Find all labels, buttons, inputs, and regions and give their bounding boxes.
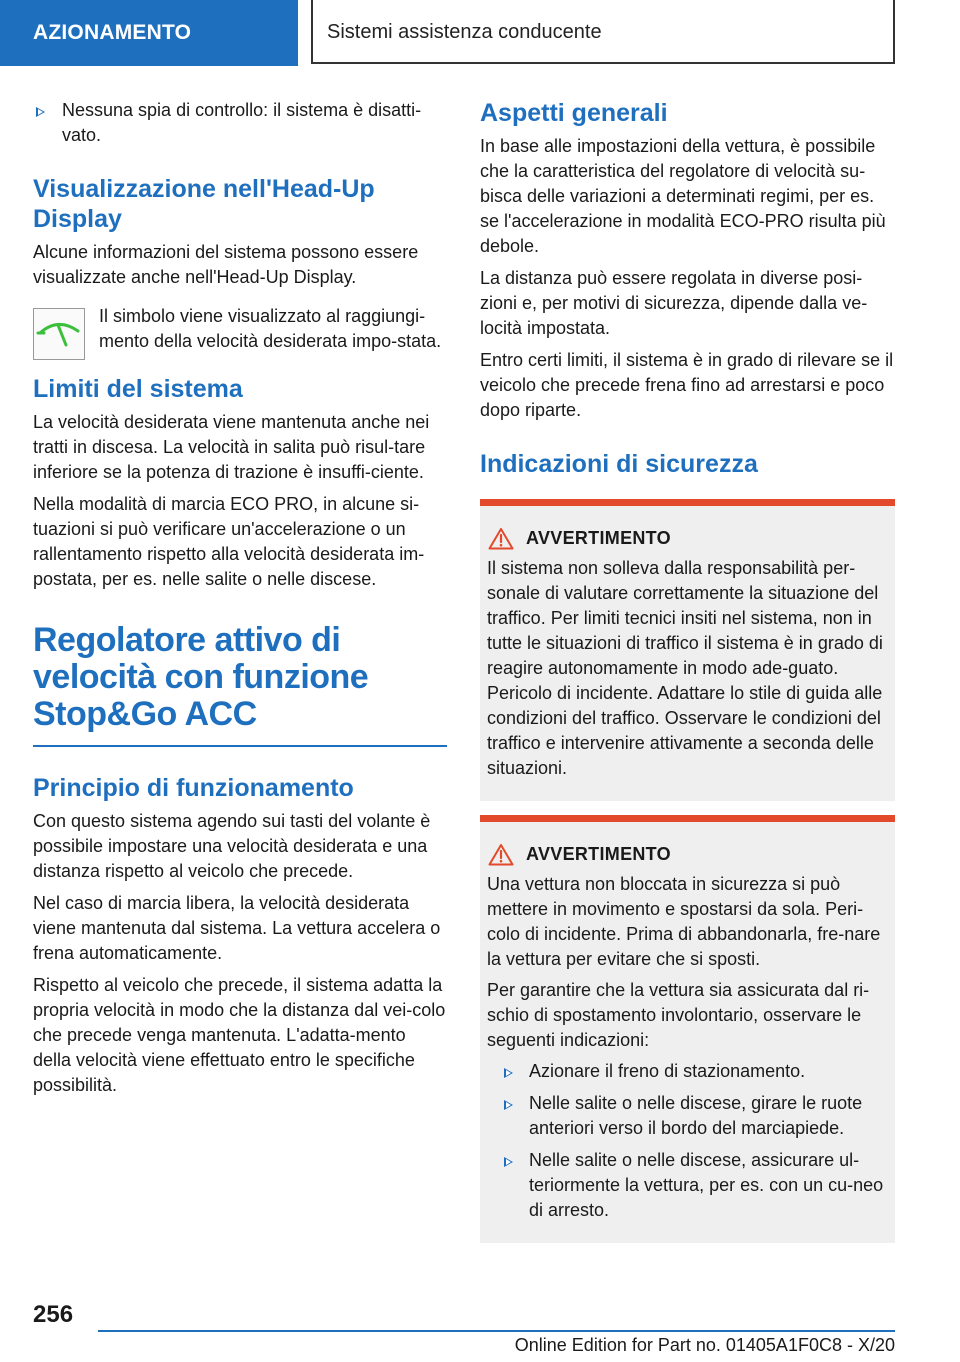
limits-paragraph-1: La velocità desiderata viene mantenuta anche nei tratti in discesa. La velocità in salita può risul-tare inferiore se la potenza di trazione è insuffi-ciente. [33, 412, 430, 482]
warning-triangle-icon [488, 843, 514, 866]
heading-principle: Principio di funzionamento [33, 774, 354, 802]
list-item [487, 1091, 887, 1141]
heading-limits: Limiti del sistema [33, 375, 243, 403]
section-title: AZIONAMENTO [0, 0, 298, 66]
warning-paragraph-1: Una vettura non bloccata in sicurezza si può mettere in movimento e spostarsi da sola. Peri-colo di incidente. Prima di abbandonarla, fre-nare la vettura per evitare che si sposti. [487, 874, 881, 969]
heading-hud: Visualizzazione nell'Head-Up Display [33, 175, 375, 233]
triangle-bullet-icon [36, 107, 45, 117]
list-item-text: Nelle salite o nelle discese, assicurare ul-teriormente la vettura, per es. con un cu-neo di arresto. [529, 1150, 884, 1220]
general-paragraph-1: In base alle impostazioni della vettura, è possibile che la caratteristica del regolatore di velocità su-bisca delle variazioni a determinati regimi, per es. se l'accelerazione in modalità ECO-PRO risulta più debole. [480, 136, 886, 256]
list-item [487, 1148, 887, 1223]
hud-text: Alcune informazioni del sistema possono essere visualizzate anche nell'Head-Up Display. [33, 242, 419, 287]
warning-title [487, 526, 887, 551]
warning-paragraph-2: Per garantire che la vettura sia assicurata dal ri-schio di spostamento involontario, osservare le seguenti indicazioni: [487, 980, 870, 1050]
speed-reached-gauge-icon [33, 308, 85, 360]
page-header [0, 0, 960, 66]
left-column [33, 98, 447, 1105]
list-item [487, 1059, 887, 1084]
general-paragraph-3: Entro certi limiti, il sistema è in grado di rilevare se il veicolo che precede frena fino ad arrestarsi e poco dopo riparte. [480, 350, 894, 420]
heading-divider [33, 745, 447, 747]
warning-title [487, 842, 887, 867]
chapter-title: Sistemi assistenza conducente [311, 0, 895, 64]
principle-paragraph-2: Nel caso di marcia libera, la velocità desiderata viene mantenuta dal sistema. La vettura accelera o frena automaticamente. [33, 893, 441, 963]
warning-box-1 [480, 499, 895, 801]
triangle-bullet-icon [504, 1068, 513, 1078]
page-number: 256 [33, 1301, 74, 1328]
warning-box-2 [480, 815, 895, 1243]
hud-icon-row [33, 304, 447, 354]
warning-title-text: AVVERTIMENTO [526, 528, 671, 548]
triangle-bullet-icon [504, 1100, 513, 1110]
principle-paragraph-1: Con questo sistema agendo sui tasti del volante è possibile impostare una velocità desiderata e una distanza rispetto al veicolo che precede. [33, 811, 431, 881]
right-column [480, 98, 895, 1257]
list-item-text: Azionare il freno di stazionamento. [529, 1061, 806, 1081]
limits-paragraph-2: Nella modalità di marcia ECO PRO, in alcune si-tuazioni si può verificare un'accelerazione o un rallentamento rispetto alla velocità desiderata im-postata, per es. nelle salite o nelle discese. [33, 494, 425, 589]
warning-title-text: AVVERTIMENTO [526, 844, 671, 864]
footer-edition: Online Edition for Part no. 01405A1F0C8 - X/20 [514, 1335, 895, 1355]
heading-general: Aspetti generali [480, 99, 668, 127]
heading-safety: Indicazioni di sicurezza [480, 450, 758, 478]
list-item [33, 98, 447, 148]
list-item-text: Nessuna spia di controllo: il sistema è disatti-vato. [62, 100, 422, 145]
warning-triangle-icon [488, 527, 514, 550]
main-heading: Regolatore attivo di velocità con funzione Stop&Go ACC [33, 621, 369, 733]
warning-text: Il sistema non solleva dalla responsabilità per-sonale di valutare correttamente la situazione del traffico. Per limiti tecnici insiti nel sistema, non in tutte le situazioni di traffico il sistema è in grado di reagire autonomamente in modo ade-guato. Pericolo di incidente. Adattare lo stile di guida alle condizioni del traffico. Osservare le condizioni del traffico e intervenire attivamente a seconda delle situazioni. [487, 558, 883, 778]
triangle-bullet-icon [504, 1157, 513, 1167]
list-item-text: Nelle salite o nelle discese, girare le ruote anteriori verso il bordo del marciapiede. [529, 1093, 863, 1138]
principle-paragraph-3: Rispetto al veicolo che precede, il sistema adatta la propria velocità in modo che la distanza dal vei-colo che precede venga mantenuta. L'adatta-mento della velocità viene effettuato entro le specifiche possibilità. [33, 975, 446, 1095]
hud-icon-text: Il simbolo viene visualizzato al raggiungi-mento della velocità desiderata impo-stata. [99, 306, 442, 351]
general-paragraph-2: La distanza può essere regolata in diverse posi-zioni e, per motivi di sicurezza, dipende dalla ve-locità impostata. [480, 268, 868, 338]
